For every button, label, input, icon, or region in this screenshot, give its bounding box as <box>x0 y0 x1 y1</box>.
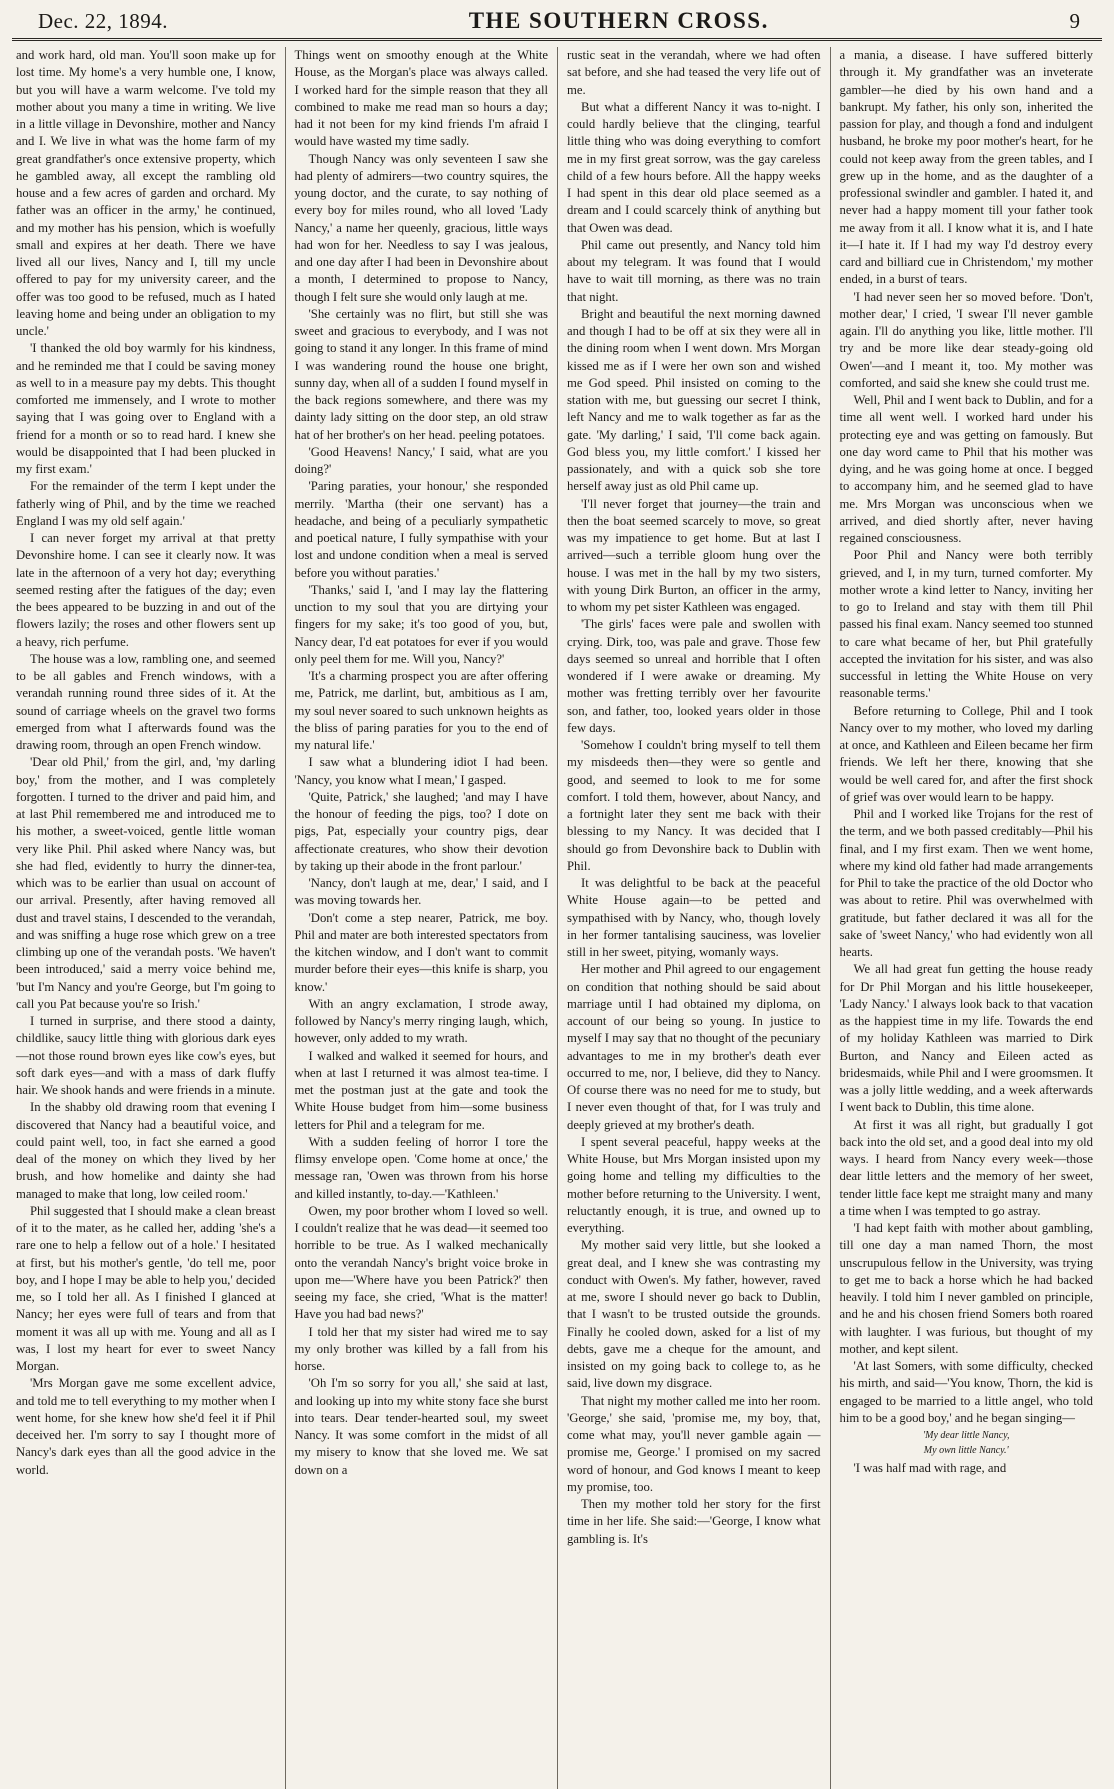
article-paragraph: and work hard, old man. You'll soon make up for lost time. My home's a very humble one, I know, but you will have a warm welcome. I've told my mother about you many a time in writing. We live in a little village in Devonshire, mother and Nancy and I. We live in what was the home farm of my great grandfather's once extensive property, which he gambled away, all except the rambling old house and a few acres of garden and orchard. My father was an officer in the army,' he continued, and my mother has his pension, which is woefully small and expires at her death. There we have lived all our lives, Nancy and I, till my uncle offered to pay for my university career, and the offer was too good to be refused, much as I hated leaving home and being under an obligation to my uncle.' <box>16 48 276 338</box>
article-paragraph: 'Mrs Morgan gave me some excellent advice, and told me to tell everything to my mother when I went home, for she knew how she'd feel it if Phil deceived her. I'm sorry to say I thought more of Nancy's dark eyes than all the good advice in the world. <box>16 1376 276 1477</box>
article-paragraph: 'I was half mad with rage, and <box>853 1461 1007 1475</box>
article-paragraph: 'Somehow I couldn't bring myself to tell them my misdeeds then—they were so gentle and good, and seemed to look to me for some comfort. I told them, however, about Nancy, and a fortnight later they sent me back with their blessing to my Nancy. It was decided that I should go from Devonshire back to Dublin with Phil. <box>567 738 821 873</box>
article-paragraph: With a sudden feeling of horror I tore the flimsy envelope open. 'Come home at once,' the message ran, 'Owen was thrown from his horse and killed instantly, to-day.—'Kathleen.' <box>294 1134 548 1201</box>
article-paragraph: Poor Phil and Nancy were both terribly grieved, and I, in my turn, turned comforter. My mother wrote a kind letter to Nancy, inviting her to go to Ireland and stay with them till Phil passed his final exam. Nancy seemed too stunned to care what became of her, but Phil gratefully accepted the invitation for his sister, and was also successful in letting the White House on very reasonable terms.' <box>839 548 1093 701</box>
newspaper-title: THE SOUTHERN CROSS. <box>468 8 769 33</box>
masthead <box>12 8 1102 36</box>
article-paragraph: Bright and beautiful the next morning dawned and though I had to be off at six they were all in the dining room when I went down. Mrs Morgan kissed me as if I were her own son and wished me God speed. Phil insisted on coming to the station with me, but guessing our secret I think, left Nancy and me to walk together as far as the gate. 'My darling,' I said, 'I'll come back again. God bless you, my little comfort.' I kissed her passionately, and with a quick sob she tore herself away just as old Phil came up. <box>567 306 821 494</box>
article-paragraph: 'I had never seen her so moved before. 'Don't, mother dear,' I cried, 'I swear I'll never gamble again. I'll do anything you like, little mother. I'll try and be more like dear steady-going old Owen'—and I meant it, too. My mother was comforted, and said she knew she could trust me. <box>839 289 1093 390</box>
article-paragraph: I saw what a blundering idiot I had been. 'Nancy, you know what I mean,' I gasped. <box>294 755 548 787</box>
article-paragraph: Things went on smoothy enough at the White House, as the Morgan's place was always called. I worked hard for the simple reason that they all combined to make me read man so hours a day; had it not been for my kind friends I'm afraid I would have wasted my time sadly. <box>294 48 548 149</box>
article-paragraph: In the shabby old drawing room that evening I discovered that Nancy had a beautiful voice, and could paint well, too, in fact she earned a good deal of the money on which they lived by her brush, and how homelike and dainty she had managed to make that long, low ceiled room.' <box>16 1100 276 1201</box>
article-paragraph: Phil came out presently, and Nancy told him about my telegram. It was found that I would have to wait till morning, as there was no train that night. <box>567 237 821 304</box>
article-paragraph: Her mother and Phil agreed to our engagement on condition that nothing should be said about marriage until I had obtained my diploma, on account of our being so young. In justice to myself I may say that no thought of the pecuniary advantages to me in my brother's death ever occurred to me, nor, I believe, did they to Nancy. Of course there was no need for me to study, but I never even thought of that, for I was truly and deeply grieved at my brother's death. <box>567 962 821 1132</box>
article-paragraph: 'The girls' faces were pale and swollen with crying. Dirk, too, was pale and grave. Those few days seemed so unreal and horrible that I often wondered if I were awake or dreaming. My mother was fretting terribly over her favourite son, and father, too, looked years older in those few days. <box>567 617 821 735</box>
article-paragraph: 'Nancy, don't laugh at me, dear,' I said, and I was moving towards her. <box>294 876 548 908</box>
article-paragraph: 'Paring paraties, your honour,' she responded merrily. 'Martha (their one servant) has a headache, and being of a peculiarly sympathetic and poetical nature, I fully sympathise with your lost and undone condition when a meal is served before you without paraties.' <box>294 479 548 580</box>
article-paragraph: My mother said very little, but she looked a great deal, and I knew she was contrasting my conduct with Owen's. My father, however, raved at me, swore I should never go back to Dublin, that I wasn't to be trusted outside the grounds. Finally he cooled down, asked for a list of my debts, gave me a cheque for the amount, and insisted on my going back to college to, as he said, live down my disgrace. <box>567 1238 821 1391</box>
article-paragraph: 'I thanked the old boy warmly for his kindness, and he reminded me that I could be saving money as well to in a measure pay my debts. This thought comforted me immensely, and I wrote to mother saying that I was going over to England with a friend for a month or so to read hard. I knew she would be disappointed that I had been plucked in my first exam.' <box>16 341 276 476</box>
header-rule <box>12 38 1102 41</box>
song-verse: My own little Nancy.' <box>923 1445 1009 1456</box>
article-paragraph: Though Nancy was only seventeen I saw she had plenty of admirers—two country squires, the young doctor, and the curate, to say nothing of every boy for miles round, who all loved 'Lady Nancy,' a name her queenly, gracious, little ways had won for her. Needless to say I was jealous, and one day after I had been in Devonshire about a month, I determined to propose to Nancy, though I felt sure she would only laugh at me. <box>294 151 548 304</box>
article-paragraph: I told her that my sister had wired me to say my only brother was killed by a fall from his horse. <box>294 1324 548 1373</box>
article-paragraph: 'Thanks,' said I, 'and I may lay the flattering unction to my soul that you are dirtying your fingers for my sake; it's too good of you, but, Nancy dear, I'd eat potatoes for ever if you would only peel them for me. Will you, Nancy?' <box>294 582 548 666</box>
article-columns <box>12 47 1102 1789</box>
article-paragraph: We all had great fun getting the house ready for Dr Phil Morgan and his little housekeeper, 'Lady Nancy.' I always look back to that vacation as the happiest time in my life. Towards the end of my holiday Kathleen was married to Dirk Burton, and Nancy and Eileen acted as bridesmaids, while Phil and I were groomsmen. It was a jolly little wedding, and a week afterwards I went back to Dublin, this time alone. <box>839 962 1093 1115</box>
article-paragraph: 'Don't come a step nearer, Patrick, me boy. Phil and mater are both interested spectators from the kitchen window, and I don't want to commit murder before their eyes—this knife is sharp, you know.' <box>294 910 548 994</box>
article-paragraph: Phil and I worked like Trojans for the rest of the term, and we both passed creditably—Phil his final, and I my first exam. Then we went home, where my kind old father had made arrangements for Phil to take the practice of the old Doctor who was about to retire. Phil was overwhelmed with gratitude, but father declared it was all for the sake of 'sweet Nancy,' who had evidently won all hearts. <box>839 807 1093 959</box>
article-paragraph: Well, Phil and I went back to Dublin, and for a time all went well. I worked hard under his protecting eye and was getting on famously. But one day word came to Phil that his mother was dying, and he was going home at once. I begged to accompany him, and he seemed glad to have me. Mrs Morgan was unconscious when we arrived, and died shortly after, never having regained consciousness. <box>839 393 1093 545</box>
article-paragraph: That night my mother called me into her room. 'George,' she said, 'promise me, my boy, that, come what may, you'll never gamble again —promise me, George.' I promised on my sacred word of honour, and God knows I meant to keep my promise, too. <box>567 1393 821 1494</box>
article-paragraph: Then my mother told her story for the first time in her life. She said:—'George, I know what gambling is. It's <box>567 1497 821 1546</box>
article-paragraph: I turned in surprise, and there stood a dainty, childlike, saucy little thing with glorious dark eyes—not those round brown eyes like cow's eyes, but soft dark eyes—and with a mass of dark fluffy hair. We shook hands and were friends in a minute. <box>16 1014 276 1097</box>
article-paragraph: Owen, my poor brother whom I loved so well. I couldn't realize that he was dead—it seemed too horrible to be true. As I walked mechanically onto the verandah Nancy's bright voice broke in upon me—'Where have you been Patrick?' then seeing my face, she cried, 'What is the matter! Have you had bad news?' <box>294 1203 548 1322</box>
article-paragraph: a mania, a disease. I have suffered bitterly through it. My grandfather was an inveterate gambler—he died by his own hand and a bankrupt. My father, his only son, inherited the passion for play, and though a fond and indulgent husband, he broke my poor mother's heart, for he could not keep away from the green tables, and I grew up in the home, and as the daughter of a professional swindler and gambler. I hated it, and never had a happy moment till your father took me away from it all. I know what it is, and I hate it—I hate it. If I had my way I'd destroy every card and billiard cue in Christendom,' my mother ended, in a burst of tears. <box>839 48 1093 287</box>
column-1 <box>12 47 285 1789</box>
article-paragraph: It was delightful to be back at the peaceful White House again—to be petted and sympathised with by Nancy, who, though lovely in her former tantalising sauciness, was lovelier still in her sweet, pitying, womanly ways. <box>567 876 821 959</box>
article-paragraph: I walked and walked it seemed for hours, and when at last I returned it was almost tea-time. I met the postman just at the gate and took the White House budget from him—some business letters for Phil and a telegram for me. <box>294 1048 548 1132</box>
article-paragraph: 'At last Somers, with some difficulty, checked his mirth, and said—'You know, Thorn, the kid is engaged to be married to a little angel, who told him to be a good boy,' and he began singing— <box>839 1359 1093 1425</box>
article-paragraph: The house was a low, rambling one, and seemed to be all gables and French windows, with a verandah running round three sides of it. At the sound of carriage wheels on the gravel two forms emerged from what I afterwards found was the drawing room, through an open French window. <box>16 651 276 752</box>
page-number: 9 <box>1069 9 1080 33</box>
article-paragraph: 'Quite, Patrick,' she laughed; 'and may I have the honour of feeding the pigs, too? I dote on pigs, Pat, especially your country pigs, dear affectionate creatures, who show their devotion by taking up their abode in the front parlour.' <box>294 789 548 873</box>
article-paragraph: 'She certainly was no flirt, but still she was sweet and gracious to everybody, and I was not going to stand it any longer. In this frame of mind I was wandering round the house one bright, sunny day, when all of a sudden I found myself in the back regions somewhere, and there was my dainty lady sitting on the door step, an old straw hat of her brother's on her head. peeling potatoes. <box>294 306 548 442</box>
article-paragraph: 'Oh I'm so sorry for you all,' she said at last, and looking up into my white stony face she burst into tears. Dear tender-hearted soul, my sweet Nancy. It was some comfort in the midst of all my misery to know that she loved me. We sat down on a <box>294 1376 548 1477</box>
article-paragraph: With an angry exclamation, I strode away, followed by Nancy's merry ringing laugh, which, however, only added to my wrath. <box>294 996 548 1046</box>
article-paragraph: But what a different Nancy it was to-night. I could hardly believe that the clinging, tearful little thing who was doing everything to comfort me in my first great sorrow, was the gay careless child of a few hours before. All the happy weeks I had spent in this dear old place seemed as a dream and I could scarcely think of anything but that Owen was dead. <box>567 99 821 235</box>
article-paragraph: 'Dear old Phil,' from the girl, and, 'my darling boy,' from the mother, and I was completely forgotten. I turned to the driver and paid him, and at last Phil remembered me and introduced me to his mother, a sweet-voiced, gentle little woman very like Phil. Phil asked where Nancy was, but she had fled, evidently to hurry the dinner-tea, which was to be earlier than usual on account of our arrival. Presently, after having removed all dust and travel stains, I descended to the verandah, and was sniffing a huge rose which grew on a tree climbing up one of the verandah posts. 'We haven't been introduced,' said a merry voice behind me, 'but I'm Nancy and you're George, but I'm going to call you Pat because you're so Irish.' <box>16 755 276 1011</box>
article-paragraph: Phil suggested that I should make a clean breast of it to the mater, as he called her, adding 'she's a rare one to help a fellow out of a hole.' I hesitated at first, but his mother's gentle, 'do tell me, poor boy, and I hope I may be able to help you,' decided me, so I told her all. As I finished I glanced at Nancy; her eyes were full of tears and from that moment it was all up with me. Young and all as I was, I lost my heart for ever to sweet Nancy Morgan. <box>16 1203 276 1373</box>
article-paragraph: 'It's a charming prospect you are after offering me, Patrick, me darlint, but, ambitious as I am, my soul never soared to such unknown heights as the bliss of paring paraties for you to the end of my natural life.' <box>294 669 548 752</box>
article-paragraph: I spent several peaceful, happy weeks at the White House, but Mrs Morgan insisted upon my going home and telling my difficulties to the mother before returning to the University. I went, reluctantly enough, it is true, and owned up to everything. <box>567 1134 821 1235</box>
article-paragraph: I can never forget my arrival at that pretty Devonshire home. I can see it clearly now. It was late in the afternoon of a very hot day; everything seemed resting after the fatigues of the day; even the bees appeared to be buzzing in and out of the flowers lazily; the roses and other flowers sent up a heavy, rich perfume. <box>16 531 276 649</box>
article-paragraph: For the remainder of the term I kept under the fatherly wing of Phil, and by the time we reached England I was my old self again.' <box>16 479 276 528</box>
article-paragraph: At first it was all right, but gradually I got back into the old set, and a good deal into my old ways. I heard from Nancy every week—those dear little letters and the memory of her sweet, tender little face kept me straight many and many a time when I was tempted to go astray. <box>839 1117 1093 1218</box>
article-paragraph: 'I'll never forget that journey—the train and then the boat seemed scarcely to move, so great was my impatience to get home. But at last I arrived—such a terrible gloom hung over the house. I was met in the hall by my two sisters, with young Dirk Burton, an officer in the army, to whom my pet sister Kathleen was engaged. <box>567 496 821 614</box>
article-paragraph: 'Good Heavens! Nancy,' I said, what are you doing?' <box>294 444 548 476</box>
article-paragraph: 'I had kept faith with mother about gambling, till one day a man named Thorn, the most unscrupulous fellow in the University, was trying to get me to back a horse which he had backed heavily. I told him I never gambled on principle, and he and his chosen friend Somers both roared with laughter. I was furious, but thought of my mother, and kept silent. <box>839 1221 1093 1356</box>
article-paragraph: rustic seat in the verandah, where we had often sat before, and she had teased the very life out of me. <box>567 48 821 97</box>
column-4 <box>830 47 1103 1789</box>
column-2 <box>285 47 558 1789</box>
issue-date: Dec. 22, 1894. <box>38 9 169 33</box>
song-verse: 'My dear little Nancy, <box>922 1430 1010 1441</box>
column-3 <box>557 47 830 1789</box>
article-paragraph: Before returning to College, Phil and I took Nancy over to my mother, who loved my darling at once, and Kathleen and Eileen became her firm friends. We left her there, knowing that she would be well cared for, and after the first shock of grief was over would learn to be happy. <box>839 703 1093 804</box>
